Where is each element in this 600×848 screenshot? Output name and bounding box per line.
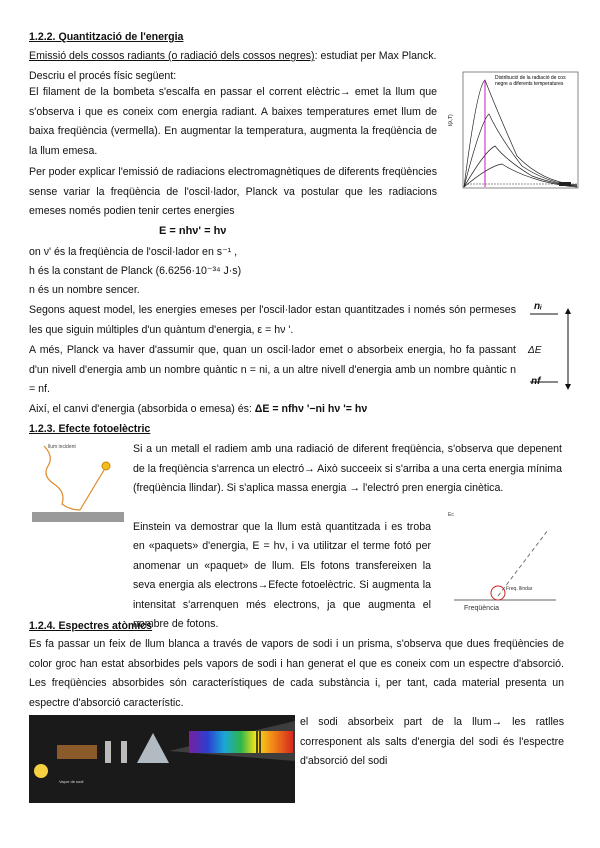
slit-2 bbox=[121, 741, 127, 763]
paragraph-planck-postulat: Per poder explicar l'emissió de radiacions electromagnètiques de diferents freqüències sense variar la freqüència de l'oscil·lador, Planck va postular que les radiacions emeses només podien tenir certes energies bbox=[29, 166, 437, 218]
photoelectric-illustration bbox=[30, 440, 128, 526]
chart-blob bbox=[559, 182, 571, 186]
level-ni-label: nᵢ bbox=[534, 301, 542, 312]
graph-x-label: Freqüència bbox=[464, 605, 500, 612]
emissio-label: Emissió dels cossos radiants (o radiació dels cossos negres) bbox=[29, 50, 315, 62]
chart-title-line2: negre a diferents temperatures bbox=[495, 81, 564, 87]
paragraph-filament: El filament de la bombeta s'escalfa en passar el corrent elèctric→ emet la llum que s'observa i que es coneix com energia radiant. A baixes temperatures emet llum de baixa freqüència (vermella). En augmentar la temperatura, augmenta la freqüència de la llum emesa. bbox=[29, 86, 437, 157]
canvi-energia-line bbox=[29, 402, 367, 416]
descriu-line: Descriu el procés físic següent: bbox=[29, 70, 177, 82]
chart-curves bbox=[464, 80, 577, 187]
paragraph-quantitzades: Segons aquest model, les energies emeses per l'oscil·lador estan quantitzades i només són permeses les que siguin múltiples d'un quàntum d'energia, ε = hν '. bbox=[29, 304, 516, 336]
canvi-energia-text: Així, el canvi d'energia (absorbida o emesa) és: bbox=[29, 403, 255, 415]
paragraph-sodi: el sodi absorbeix part de la llum→ les ratlles corresponent als salts d'energia del sodi és l'espectre d'absorció del sodi bbox=[300, 716, 564, 768]
section-heading-espectres: 1.2.4. Espectres atòmics bbox=[29, 620, 153, 632]
curve-t3 bbox=[464, 146, 577, 187]
blackbody-chart bbox=[447, 66, 583, 206]
incident-photon-wave bbox=[44, 446, 80, 510]
paragraph-nivells: A més, Planck va haver d'assumir que, quan un oscil·lador emet o absorbeix energia, ho fa passant d'un nivell d'energia amb un nombre quàntic n = ni, a un altre nivell d'energia amb un nombre quàntic n = nf. bbox=[29, 344, 516, 396]
emissio-line bbox=[29, 49, 436, 63]
def-constant-planck: h és la constant de Planck (6.6256·10⁻³⁴ J·s) bbox=[29, 265, 242, 277]
paragraph-fotoelectric: Si a un metall el radiem amb una radiació de diferent freqüència, s'observa que depenent de la freqüència s'arrenca un electró→ Això succeeix si s'arriba a una certa energia mínima (freqüència llindar). Si s'aplica massa energia → l'electró pren energia cinètica. bbox=[133, 443, 562, 495]
threshold-marker bbox=[491, 586, 505, 600]
light-bulb-icon bbox=[34, 764, 48, 778]
canvi-energia-formula: ΔE = nfhν '−ni hν '= hν bbox=[254, 403, 368, 415]
paragraph-einstein-text: Einstein va demostrar que la llum està quantitzada i es troba en «paquets» d'energia, E = hν, i va utilitzar el terme fotó per anomenar un «paquet» de llum. Els fotons transfereixen la seva energia als electrons→Efecte fotoelèctric. Si augmenta la intensitat s'arrenquen més electrons, ja que augmenta el nombre de fotons. bbox=[133, 521, 431, 631]
curve-t1 bbox=[464, 80, 577, 187]
section-heading-fotoelectric: 1.2.3. Efecte fotoelèctric bbox=[29, 423, 151, 435]
emissio-rest: : estudiat per Max Planck. bbox=[314, 50, 437, 62]
def-frequencia: on ν' és la freqüència de l'oscil·lador en s⁻¹ , bbox=[29, 246, 238, 258]
paragraph-espectres: Es fa passar un feix de llum blanca a través de vapors de sodi i un prisma, s'observa que dues freqüències de color groc han estat absorbides pels vapors de sodi i han generat el que es coneix com un espectre d'absorció. Les freqüències absorbides són característiques de cada substància i, per tant, cada material presenta un espectre d'absorció característic. bbox=[29, 638, 564, 709]
paragraph-einstein bbox=[29, 518, 431, 634]
level-nf-label: nf bbox=[531, 376, 541, 387]
planck-formula: E = nhν' = hν bbox=[159, 225, 227, 237]
ejected-electron-path bbox=[80, 470, 104, 510]
photoelectric-graph bbox=[448, 510, 564, 614]
section-heading-quantitzacio: 1.2.2. Quantització de l'energia bbox=[29, 31, 184, 43]
chart-title-line1: Distribució de la radiació de cos bbox=[495, 75, 566, 81]
arrow-down-icon bbox=[565, 384, 571, 390]
energy-level-diagram bbox=[528, 306, 578, 394]
electron-icon bbox=[102, 462, 110, 470]
sodium-vapor-tube bbox=[57, 745, 97, 759]
spectrum-band bbox=[189, 731, 293, 753]
chart-y-axis: I(λ,T) bbox=[448, 114, 454, 126]
delta-e-label: ΔE bbox=[528, 345, 542, 356]
slit-1 bbox=[105, 741, 111, 763]
tube-label: Vapor de sodi bbox=[59, 779, 84, 784]
arrow-up-icon bbox=[565, 308, 571, 314]
curve-t2 bbox=[464, 114, 577, 187]
def-nombre-sencer: n és un nombre sencer. bbox=[29, 284, 140, 296]
graph-y-label: Ec bbox=[448, 512, 454, 518]
threshold-label: Freq. llindar bbox=[506, 586, 533, 592]
illustration-label: llum incident bbox=[48, 444, 76, 450]
absorption-spectrum-illustration bbox=[29, 715, 295, 803]
